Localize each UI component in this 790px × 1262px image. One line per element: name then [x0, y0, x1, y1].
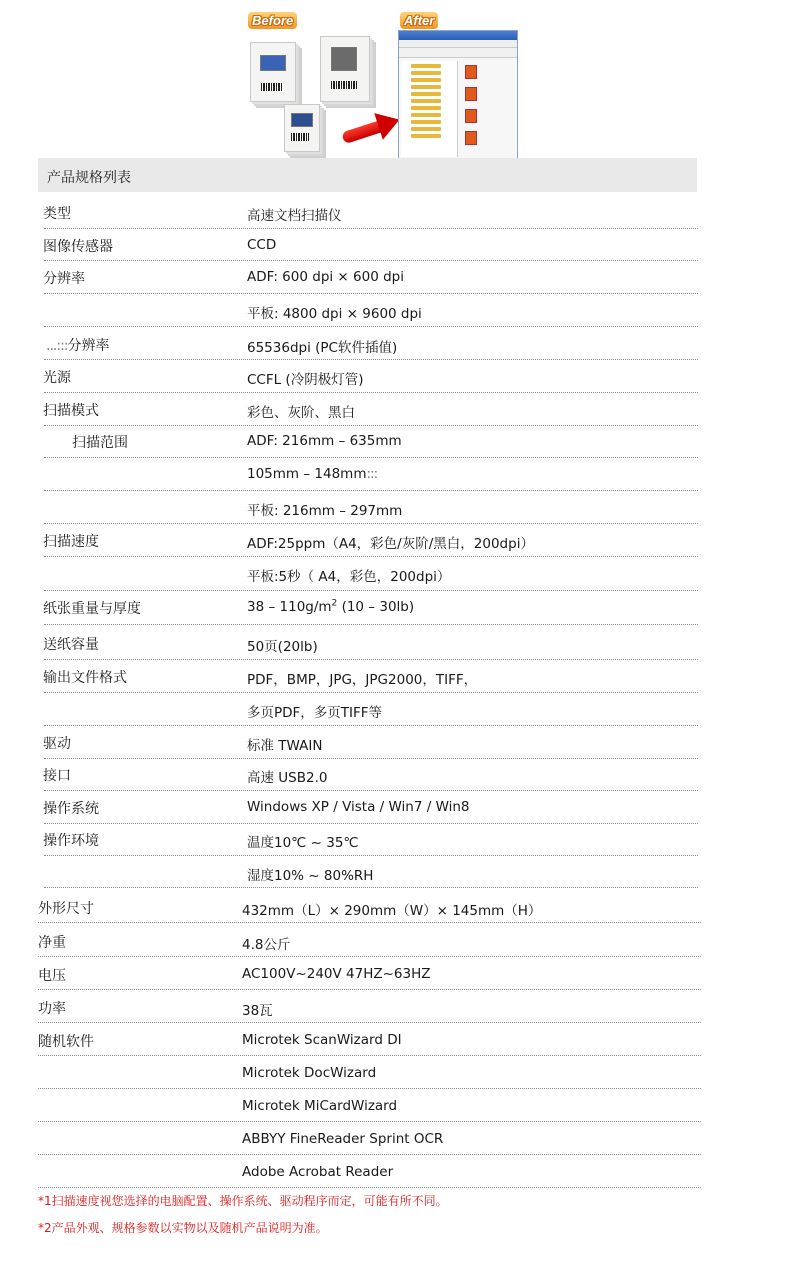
spec-value-text: 65536dpi (PC软件插值): [247, 340, 398, 356]
spec-value-text: 高速文档扫描仪: [247, 208, 342, 224]
spec-value: [247, 401, 355, 421]
footnote-2: *2产品外观、规格参数以实物以及随机产品说明为准。: [38, 1221, 328, 1235]
spec-value-text: ADF:25ppm（A4，彩色/灰阶/黑白，200dpi）: [247, 536, 534, 552]
spec-label: [43, 236, 113, 256]
spec-label: [43, 367, 71, 387]
spec-value-text: AC100V~240V 47HZ~63HZ: [242, 966, 431, 982]
spec-value-text: 标准 TWAIN: [247, 738, 323, 754]
spec-value-text: 彩色、灰阶、黑白: [247, 405, 355, 421]
spec-row: [0, 1163, 790, 1193]
spec-label-text: 功率: [38, 1001, 66, 1017]
spec-row: [0, 965, 790, 995]
spec-value: [247, 466, 377, 482]
spec-label: [43, 203, 71, 223]
spec-label: [43, 634, 99, 654]
spec-value: [242, 966, 431, 982]
spec-value-text: 多页PDF，多页TIFF等: [247, 705, 383, 721]
spec-value-text: 432mm（L）× 290mm（W）× 145mm（H）: [242, 903, 542, 919]
spec-label: [38, 998, 66, 1018]
spec-label: [43, 531, 99, 551]
spec-label-text: 驱动: [43, 736, 71, 752]
spec-label: [43, 798, 99, 818]
spec-row: [0, 1031, 790, 1061]
spec-value-text: 平板:5秒（ A4，彩色，200dpi）: [247, 569, 451, 585]
spec-label-text: 扫描模式: [43, 403, 99, 419]
spec-value-text: 湿度10% ~ 80%RH: [247, 868, 374, 884]
spec-value-text: ADF: 600 dpi × 600 dpi: [247, 269, 404, 285]
spec-value: [242, 899, 541, 919]
before-after-illustration: [242, 8, 522, 158]
spec-value-suffix: :::: [366, 466, 378, 482]
spec-value: [247, 864, 373, 884]
spec-value: [247, 368, 363, 388]
spec-value-text: Adobe Acrobat Reader: [242, 1164, 394, 1180]
spec-value: [242, 1065, 376, 1081]
spec-value-text: Windows XP / Vista / Win7 / Win8: [247, 799, 470, 815]
spec-label-text: 分辨率: [43, 271, 85, 287]
spec-label-text: 外形尺寸: [38, 901, 94, 917]
spec-row: [0, 1130, 790, 1160]
spec-value-text: ABBYY FineReader Sprint OCR: [242, 1131, 444, 1147]
spec-value: [247, 336, 397, 356]
spec-label: [38, 932, 66, 952]
spec-value: [242, 1098, 397, 1114]
spec-row: [0, 1097, 790, 1127]
spec-label-text: 光源: [43, 370, 71, 386]
spec-label: [43, 400, 99, 420]
spec-value-text: 高速 USB2.0: [247, 770, 328, 786]
spec-label: [38, 965, 66, 985]
scanned-document: [284, 104, 320, 152]
spec-value-text: 38 – 110g/m: [247, 599, 332, 615]
spec-value: [242, 1164, 393, 1180]
spec-value-text: 平板: 4800 dpi × 9600 dpi: [247, 306, 422, 322]
spec-label-text: 纸张重量与厚度: [43, 601, 141, 617]
spec-label: [43, 268, 85, 288]
spec-value: [247, 204, 342, 224]
spec-label-text: 输出文件格式: [43, 670, 127, 686]
spec-label: [38, 1031, 94, 1051]
spec-value: [247, 499, 402, 519]
spec-label: [72, 432, 128, 452]
spec-label-text: 分辨率: [67, 338, 110, 354]
spec-value: [247, 269, 404, 285]
folder-tree: [401, 61, 458, 157]
spec-label: [43, 667, 127, 687]
spec-value: [247, 635, 318, 655]
spec-label-text: 净重: [38, 935, 66, 951]
spec-value: [242, 999, 273, 1019]
spec-value-text: Microtek ScanWizard DI: [242, 1032, 402, 1048]
spec-label-text: 操作系统: [43, 801, 99, 817]
footnote-1: *1扫描速度视您选择的电脑配置、操作系统、驱动程序而定，可能有所不同。: [38, 1194, 448, 1208]
scanned-document: [250, 42, 296, 102]
spec-value-text: Microtek MiCardWizard: [242, 1098, 398, 1114]
spec-row: [0, 898, 790, 928]
spec-value-text: 50页(20lb): [247, 639, 318, 655]
spec-label: [43, 830, 99, 850]
spec-value-tail: (10 – 30lb): [337, 599, 415, 615]
spec-value: [247, 302, 422, 322]
section-title: 产品规格列表: [47, 170, 131, 186]
section-header: [38, 158, 697, 192]
spec-label-text: 操作环境: [43, 833, 99, 849]
spec-value: [247, 734, 322, 754]
file-explorer-window: [398, 30, 518, 160]
spec-label-text: 扫描范围: [72, 435, 128, 451]
spec-label: [43, 765, 71, 785]
spec-value: [247, 433, 402, 449]
spec-value-text: Microtek DocWizard: [242, 1065, 377, 1081]
spec-label-text: 随机软件: [38, 1034, 94, 1050]
spec-label-text: 送纸容量: [43, 637, 99, 653]
spec-value: [247, 766, 327, 786]
spec-value: [247, 701, 382, 721]
spec-row: [0, 998, 790, 1028]
scanned-document: [320, 36, 370, 102]
spec-value-text: ADF: 216mm – 635mm: [247, 433, 402, 449]
spec-value-text: 38瓦: [242, 1003, 273, 1019]
spec-value: [247, 668, 477, 688]
spec-value-text: CCFL (冷阴极灯管): [247, 372, 364, 388]
spec-value: [242, 1131, 443, 1147]
spec-value-text: 4.8公斤: [242, 937, 291, 953]
after-label: After: [400, 12, 438, 29]
spec-row: [0, 1064, 790, 1094]
spec-value-text: CCD: [247, 237, 277, 253]
spec-label: [46, 335, 110, 355]
before-label: Before: [248, 12, 297, 29]
spec-label-text: 扫描速度: [43, 534, 99, 550]
spec-value: [242, 933, 290, 953]
spec-row: [0, 335, 790, 365]
spec-value: [247, 599, 414, 615]
spec-value: [242, 1032, 402, 1048]
spec-value: [247, 565, 450, 585]
spec-value: [247, 237, 276, 253]
spec-value-text: 温度10℃ ~ 35℃: [247, 835, 359, 851]
spec-value-superscript: 2: [331, 598, 338, 609]
spec-label: [43, 733, 71, 753]
spec-label-text: 电压: [38, 968, 66, 984]
spec-label: [43, 598, 141, 618]
file-list: [461, 61, 515, 157]
spec-value: [247, 831, 359, 851]
spec-label-text: 类型: [43, 206, 71, 222]
spec-row: [0, 236, 790, 266]
spec-row: [0, 932, 790, 962]
spec-label-text: 图像传感器: [43, 239, 113, 255]
spec-value-text: 平板: 216mm – 297mm: [247, 503, 403, 519]
spec-label-prefix: ...:::: [46, 338, 68, 354]
spec-label-text: 接口: [43, 768, 71, 784]
spec-row: [0, 863, 790, 893]
spec-label: [38, 898, 94, 918]
spec-value-text: 105mm – 148mm: [247, 466, 367, 482]
spec-value: [247, 799, 470, 815]
spec-value-text: PDF，BMP，JPG，JPG2000，TIFF，: [247, 672, 478, 688]
spec-value: [247, 532, 534, 552]
